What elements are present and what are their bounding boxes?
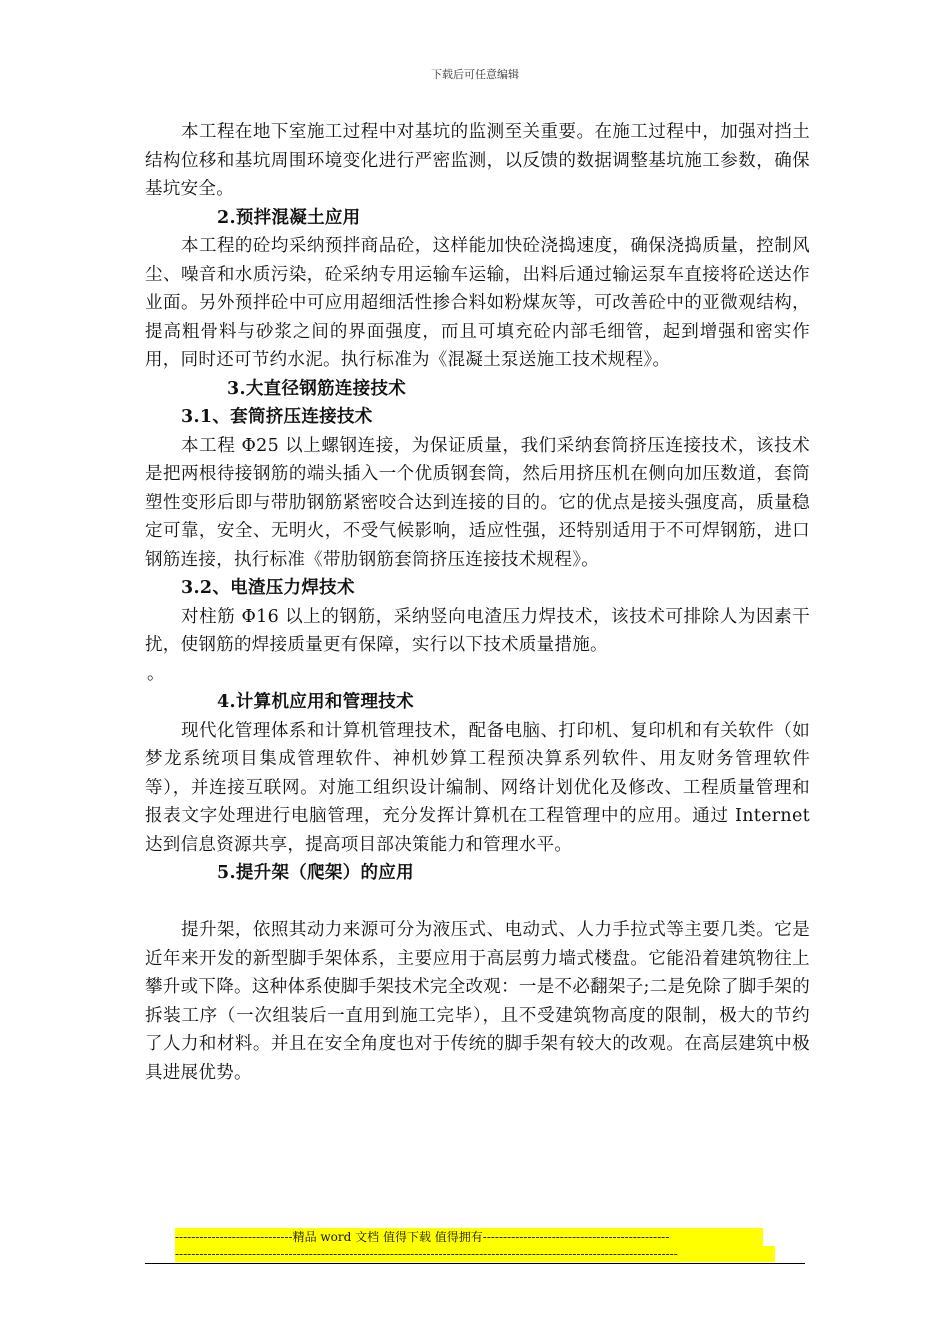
footer-rule <box>145 1263 805 1264</box>
section-heading: 3.2、电渣压力焊技术 <box>181 578 355 598</box>
body-paragraph: 本工程 Φ25 以上螺钢连接，为保证质量，我们采纳套筒挤压连接技术，该技术是把两根待接钢筋的端头插入一个优质钢套筒，然后用挤压机在侧向加压数道，套筒塑性变形后即与带肋钢筋紧密咬合达到连接的目的。它的优点是接头强度高，质量稳定可靠，安全、无明火，不受气候影响，适应性强，还特别适用于不可焊钢筋，进口钢筋连接，执行标准《带肋钢筋套筒挤压连接技术规程》。 <box>145 435 810 570</box>
section-heading: 3.大直径钢筋连接技术 <box>227 378 407 399</box>
section-heading: 5.提升架（爬架）的应用 <box>217 863 414 883</box>
footer-banner-line-2: ---------------------------------------------------------------------------------------------------------------------------- <box>175 1246 775 1262</box>
document-body <box>145 118 810 1087</box>
section-heading: 4.计算机应用和管理技术 <box>217 692 414 712</box>
stray-punctuation: 。 <box>147 663 165 684</box>
footer-banner-line-1: -----------------------------精品 word 文档 值得下载 值得拥有---------------------------------------------- <box>175 1228 763 1246</box>
body-paragraph: 对柱筋 Φ16 以上的钢筋，采纳竖向电渣压力焊技术，该技术可排除人为因素干扰，使钢筋的焊接质量更有保障，实行以下技术质量措施。 <box>145 606 810 655</box>
body-paragraph: 本工程的砼均采纳预拌商品砼，这样能加快砼浇捣速度，确保浇捣质量，控制风尘、噪音和水质污染，砼采纳专用运输车运输，出料后通过输运泵车直接将砼送达作业面。另外预拌砼中可应用超细活性掺合料如粉煤灰等，可改善砼中的亚微观结构，提高粗骨料与砂浆之间的界面强度，而且可填充砼内部毛细管，起到增强和密实作用，同时还可节约水泥。执行标准为《混凝土泵送施工技术规程》。 <box>145 236 810 370</box>
body-paragraph: 现代化管理体系和计算机管理技术，配备电脑、打印机、复印机和有关软件（如梦龙系统项目集成管理软件、神机妙算工程预决算系列软件、用友财务管理软件等），并连接互联网。对施工组织设计编制、网络计划优化及修改、工程质量管理和报表文字处理进行电脑管理，充分发挥计算机在工程管理中的应用。通过 Internet 达到信息资源共享，提高项目部决策能力和管理水平。 <box>145 720 810 855</box>
body-paragraph: 提升架，依照其动力来源可分为液压式、电动式、人力手拉式等主要几类。它是近年来开发的新型脚手架体系，主要应用于高层剪力墙式楼盘。它能沿着建筑物往上攀升或下降。这种体系使脚手架技术完全改观：一是不必翻架子;二是免除了脚手架的拆装工序（一次组装后一直用到施工完毕），且不受建筑物高度的限制，极大的节约了人力和材料。并且在安全角度也对于传统的脚手架有较大的改观。在高层建筑中极具进展优势。 <box>145 920 810 1083</box>
blank-line <box>145 888 810 917</box>
body-paragraph: 本工程在地下室施工过程中对基坑的监测至关重要。在施工过程中，加强对挡土结构位移和基坑周围环境变化进行严密监测，以反馈的数据调整基坑施工参数，确保基坑安全。 <box>145 122 810 199</box>
section-heading: 2.预拌混凝土应用 <box>217 207 361 228</box>
section-heading: 3.1、套筒挤压连接技术 <box>181 407 373 427</box>
page-header: 下载后可任意编辑 <box>431 68 519 81</box>
